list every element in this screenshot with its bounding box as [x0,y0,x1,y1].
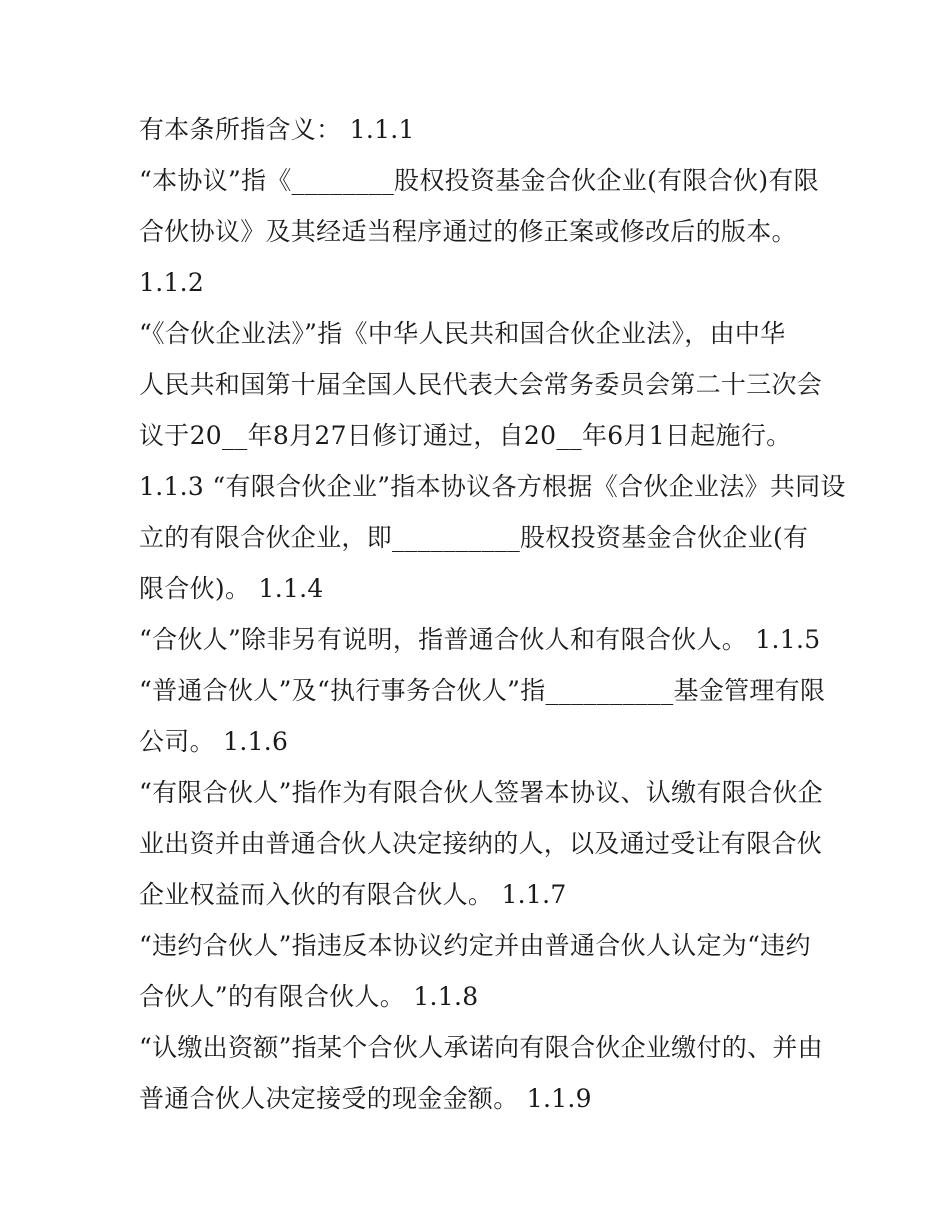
text-line: 限合伙)。 1.1.4 [139,574,324,603]
text-line: 人民共和国第十届全国人民代表大会常务委员会第二十三次会 [139,370,823,399]
text-line: 立的有限合伙企业，即__________股权投资基金合伙企业(有 [139,523,809,552]
text-line: 企业权益而入伙的有限合伙人。 1.1.7 [139,880,567,909]
text-line: “《合伙企业法》”指《中华人民共和国合伙企业法》，由中华 [139,319,786,348]
document-body [139,109,846,1129]
text-line: “有限合伙人”指作为有限合伙人签署本协议、认缴有限合伙企 [139,778,823,807]
text-line: 1.1.3 “有限合伙企业”指本协议各方根据《合伙企业法》共同设 [139,472,846,501]
text-line: “合伙人”除非另有说明，指普通合伙人和有限合伙人。 1.1.5 [139,625,821,654]
text-line: “本协议”指《________股权投资基金合伙企业(有限合伙)有限 [139,166,819,195]
text-line: “普通合伙人”及“执行事务合伙人”指__________基金管理有限 [139,676,826,705]
text-line: 业出资并由普通合伙人决定接纳的人，以及通过受让有限合伙 [139,829,823,858]
text-line: 普通合伙人决定接受的现金金额。 1.1.9 [139,1084,592,1113]
text-line: 公司。 1.1.6 [139,727,289,756]
text-line: 合伙协议》及其经适当程序通过的修正案或修改后的版本。 [139,217,797,246]
text-line: 议于20__年8月27日修订通过，自20__年6月1日起施行。 [139,421,792,450]
text-line: “认缴出资额”指某个合伙人承诺向有限合伙企业缴付的、并由 [139,1033,823,1062]
text-line: 1.1.2 [139,268,205,297]
text-line: 有本条所指含义： 1.1.1 [139,115,415,144]
text-line: 合伙人”的有限合伙人。 1.1.8 [139,982,479,1011]
text-line: “违约合伙人”指违反本协议约定并由普通合伙人认定为“违约 [139,931,811,960]
